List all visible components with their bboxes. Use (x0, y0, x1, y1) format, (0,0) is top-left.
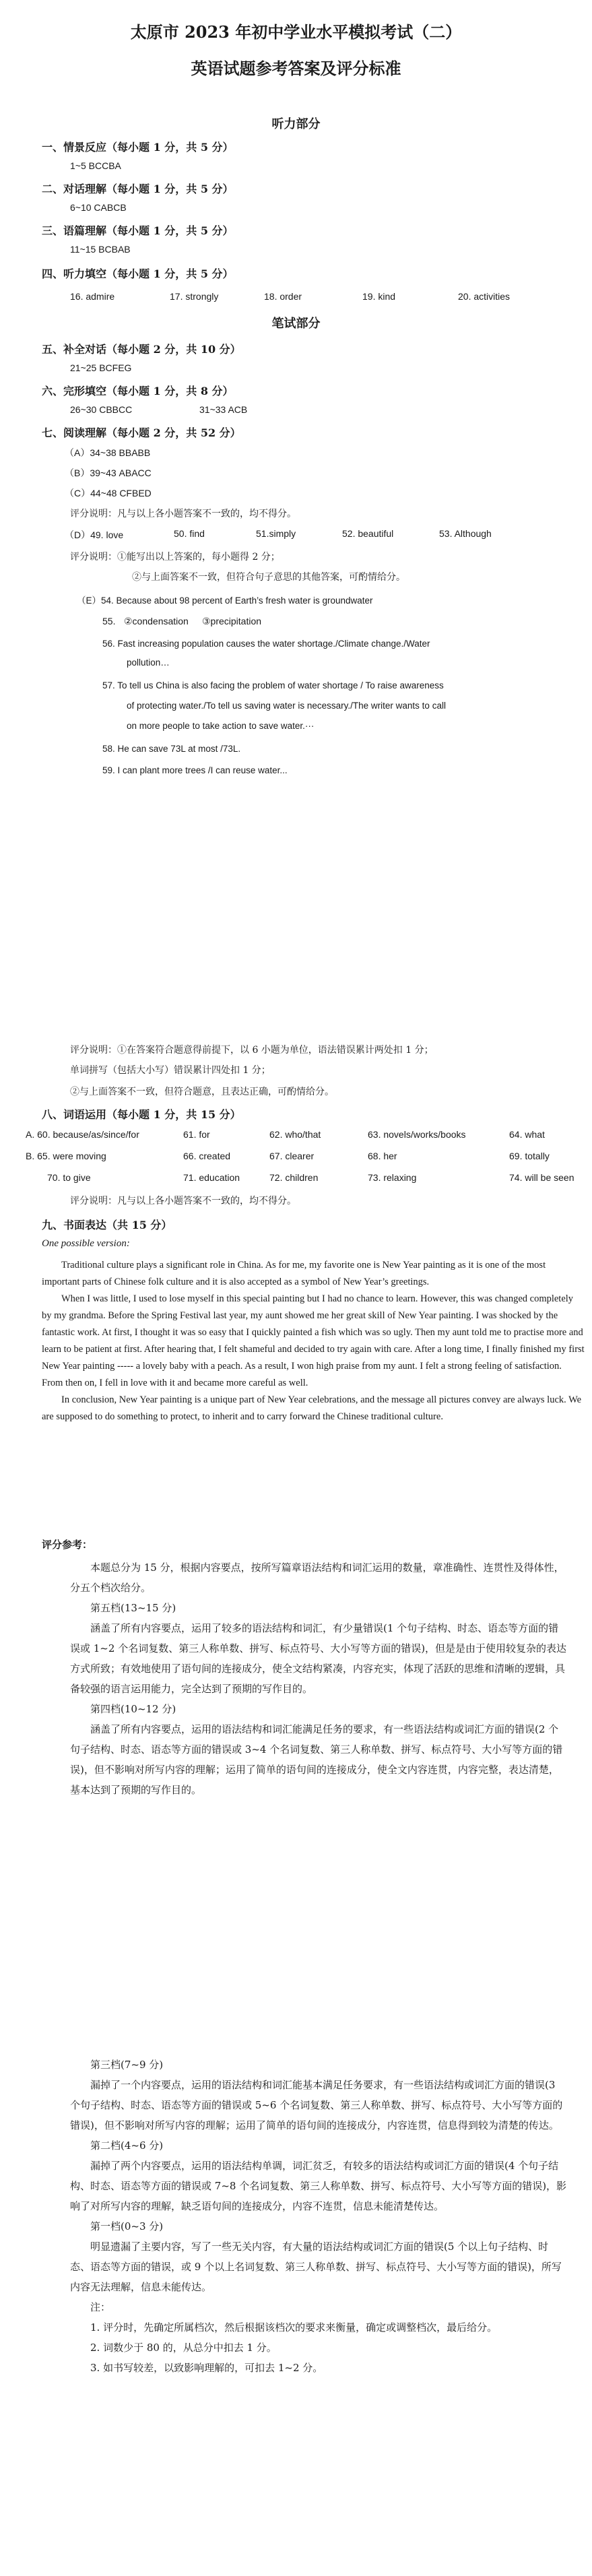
section-7-e-55-a: ②condensation (124, 616, 189, 626)
section-3-answer: 11~15 BCBAB (70, 244, 131, 255)
section-7-note-2b: ②与上面答案不一致，但符合句子意思的其他答案，可酌情给分。 (132, 572, 405, 583)
section-7-note-1: 评分说明：凡与以上各小题答案不一致的，均不得分。 (70, 509, 296, 519)
scoring-upper-block (70, 1557, 568, 1800)
section-5-answer: 21~25 BCFEG (70, 362, 132, 373)
section-7-note-2a: 评分说明：①能写出以上答案的，每小题得 2 分； (70, 552, 280, 562)
note-item: 2. 词数少于 80 的，从总分中扣去 1 分。 (90, 2342, 277, 2354)
section-8-answer: 71. education (183, 1172, 240, 1183)
tier-5-title: 第五档(13~15 分) (90, 1602, 176, 1614)
section-7-d-item: （D）49. love (65, 529, 124, 540)
section-7-e-54: （E）54. Because about 98 percent of Earth’s fresh water is groundwater (77, 595, 373, 606)
section-8-answer: 69. totally (509, 1151, 550, 1161)
section-8-answer: 63. novels/works/books (368, 1129, 466, 1140)
document-subtitle: 英语试题参考答案及评分标准 (191, 59, 401, 78)
scoring-intro: 本题总分为 15 分，根据内容要点，按所写篇章语法结构和词汇运用的数量，章准确性、连贯性及得体性，分五个档次给分。 (70, 1561, 564, 1594)
tier-3-text: 漏掉了一个内容要点，运用的语法结构和词汇能基本满足任务要求，有一些语法结构或词汇方面的错误(3 个句子结构、时态、语态等方面的错误或 5~6 个名词复数、第三人称单数、拼写、标点符号、大小写等方面的错误)，但不影响对所写内容的理解；运用了简单的语句间的连接成分，内容连贯，信息得到较为清楚的传达。 (70, 2079, 563, 2131)
sample-essay-label: One possible version: (42, 1238, 130, 1249)
sample-essay (42, 1257, 585, 1425)
section-7-c: （C）44~48 CFBED (65, 488, 152, 498)
section-8-answer: A. 60. because/as/since/for (26, 1129, 139, 1140)
section-8-answer: 67. clearer (269, 1151, 315, 1161)
section-7-e-56-line-2: pollution… (127, 657, 170, 668)
section-4-item: 18. order (264, 291, 302, 302)
section-7-e-57-line-1: 57. To tell us China is also facing the problem of water shortage / To raise awareness (102, 680, 444, 690)
scoring-reference-title: 评分参考： (42, 1539, 93, 1551)
section-8-row (0, 1129, 592, 1144)
section-3-title: 三、语篇理解（每小题 1 分，共 5 分） (42, 224, 234, 237)
section-1-answer: 1~5 BCCBA (70, 160, 121, 171)
section-5-title: 五、补全对话（每小题 2 分，共 10 分） (42, 343, 241, 356)
section-6-title: 六、完形填空（每小题 1 分，共 8 分） (42, 385, 234, 397)
section-7-title: 七、阅读理解（每小题 2 分，共 52 分） (42, 426, 241, 439)
section-8-row (0, 1151, 592, 1165)
essay-paragraph: In conclusion, New Year painting is a unique part of New Year celebrations, and the message all pictures convey are always luck. We are supposed to do something to protect, to inherit and to carry forward the Chinese traditional culture. (42, 1394, 582, 1422)
section-8-answer: B. 65. were moving (26, 1151, 106, 1161)
section-4-item: 20. activities (458, 291, 511, 302)
section-8-answer: 62. who/that (269, 1129, 321, 1140)
section-7-e-59: 59. I can plant more trees /I can reuse water... (102, 765, 288, 775)
section-7-e-56-line-1: 56. Fast increasing population causes the water shortage./Climate change./Water (102, 639, 430, 649)
section-4-item: 16. admire (70, 291, 115, 302)
section-6-answer-a: 26~30 CBBCC (70, 404, 133, 415)
section-7-d-item: 53. Although (439, 528, 492, 539)
section-2-title: 二、对话理解（每小题 1 分，共 5 分） (42, 183, 234, 195)
section-4-item: 17. strongly (170, 291, 219, 302)
section-7-d-item: 52. beautiful (342, 528, 394, 539)
section-7-e-55-b: ③precipitation (202, 616, 262, 626)
section-7-d-item: 51.simply (256, 528, 296, 539)
section-7-note-3a: 评分说明：①在答案符合题意得前提下，以 6 小题为单位，语法错误累计两处扣 1 分； (70, 1045, 434, 1056)
notes-title: 注： (90, 2301, 111, 2313)
essay-paragraph: When I was little, I used to lose myself in this special painting but I had no chance to learn. However, this was changed completely by my grandma. Before the Spring Festival last year, my aunt showed me her great skill of New Year painting. I was shocked by the fantastic work. At first, I thought it was so easy that I quickly painted a fish which was so ugly. Then my aunt told me to practise more and learn to be patient at first. After hearing that, I felt shameful and decided to try again with care. After a long time, I finally finished my first New Year painting ----- a lovely baby with a peach. As a result, I won high praise from my aunt. I felt a strong feeling of satisfaction. From then on, I fell in love with it and became more careful as well. (42, 1293, 585, 1388)
tier-1-text: 明显遗漏了主要内容，写了一些无关内容，有大量的语法结构或词汇方面的错误(5 个以上句子结构、时态、语态等方面的错误，或 9 个以上名词复数、第三人称单数、拼写、标点符号、大小写等方面的错误)，所写内容无法理解，信息未能传达。 (70, 2241, 562, 2293)
section-8-answer: 74. will be seen (509, 1172, 574, 1183)
tier-4-text: 涵盖了所有内容要点，运用的语法结构和词汇能满足任务的要求，有一些语法结构或词汇方面的错误(2 个句子结构、时态、语态等方面的错误或 3~4 个名词复数、第三人称单数、拼写、标点符号、大小写等方面的错误)，但不影响对所写内容的理解；运用了简单的语句间的连接成分，使全文内容连贯，内容完整，表达清楚，基本达到了预期的写作目的。 (70, 1723, 563, 1796)
section-4-item: 19. kind (362, 291, 396, 302)
section-4-title: 四、听力填空（每小题 1 分，共 5 分） (42, 267, 234, 280)
section-8-answer: 68. her (368, 1151, 397, 1161)
section-8-answer: 64. what (509, 1129, 545, 1140)
note-item: 1. 评分时，先确定所属档次，然后根据该档次的要求来衡量，确定或调整档次，最后给分。 (90, 2321, 498, 2333)
section-7-b: （B）39~43 ABACC (65, 468, 152, 478)
tier-3-title: 第三档(7~9 分) (90, 2059, 164, 2071)
section-1-title: 一、情景反应（每小题 1 分，共 5 分） (42, 141, 234, 154)
essay-paragraph: Traditional culture plays a significant role in China. As for me, my favorite one is New Year painting as it is one of the most important parts of Chinese folk culture and it is also accepted as a symbol of New Year’s greetings. (42, 1260, 546, 1287)
section-2-answer: 6~10 CABCB (70, 202, 127, 213)
section-8-answer: 70. to give (47, 1172, 91, 1183)
section-7-a: （A）34~38 BBABB (65, 447, 151, 458)
note-item: 3. 如书写较差，以致影响理解的，可扣去 1~2 分。 (90, 2362, 323, 2374)
tier-2-title: 第二档(4~6 分) (90, 2139, 164, 2152)
section-7-e-57-line-2: of protecting water./To tell us saving water is necessary./The writer wants to call (127, 701, 446, 711)
section-7-e-58: 58. He can save 73L at most /73L. (102, 744, 241, 754)
section-7-note-3b: 单词拼写（包括大小写）错误累计四处扣 1 分； (70, 1065, 271, 1076)
tier-2-text: 漏掉了两个内容要点，运用的语法结构单调，词汇贫乏，有较多的语法结构或词汇方面的错误(4 个句子结构、时态、语态等方面的错误或 7~8 个名词复数、第三人称单数、拼写、标点符号、大小写等方面的错误)，影响了对所写内容的理解，缺乏语句间的连接成分，内容不连贯，信息未能清楚传达。 (70, 2160, 567, 2212)
section-9-title: 九、书面表达（共 15 分） (42, 1219, 172, 1231)
section-7-e-57-line-3: on more people to take action to save water.··· (127, 721, 315, 731)
section-7-e-55-label: 55. (102, 616, 116, 626)
tier-1-title: 第一档(0~3 分) (90, 2220, 164, 2232)
section-8-answer: 61. for (183, 1129, 210, 1140)
section-8-answer: 72. children (269, 1172, 319, 1183)
section-8-answer: 66. created (183, 1151, 231, 1161)
section-6-answer-b: 31~33 ACB (199, 404, 248, 415)
section-8-title: 八、词语运用（每小题 1 分，共 15 分） (42, 1108, 241, 1121)
written-part-title: 笔试部分 (271, 317, 321, 331)
document-title: 太原市 2023 年初中学业水平模拟考试（二） (130, 22, 462, 42)
section-8-note: 评分说明：凡与以上各小题答案不一致的，均不得分。 (70, 1196, 296, 1206)
section-8-row (0, 1172, 592, 1187)
section-7-d-item: 50. find (174, 528, 205, 539)
tier-5-text: 涵盖了所有内容要点，运用了较多的语法结构和词汇，有少量错误(1 个句子结构、时态、语态等方面的错误或 1~2 个名词复数、第三人称单数、拼写、标点符号、大小写等方面的错误)，但是是由于使用较复杂的表达方式所致；有效地使用了语句间的连接成分，使全文结构紧凑，内容充实，体现了活跃的思维和清晰的逻辑，具备较强的语言运用能力，完全达到了预期的写作目的。 (70, 1622, 567, 1695)
tier-4-title: 第四档(10~12 分) (90, 1703, 176, 1715)
section-8-answer: 73. relaxing (368, 1172, 417, 1183)
scoring-lower-block (70, 2055, 568, 2378)
section-7-note-3c: ②与上面答案不一致，但符合题意，且表达正确，可酌情给分。 (70, 1087, 334, 1097)
listening-part-title: 听力部分 (271, 117, 321, 131)
